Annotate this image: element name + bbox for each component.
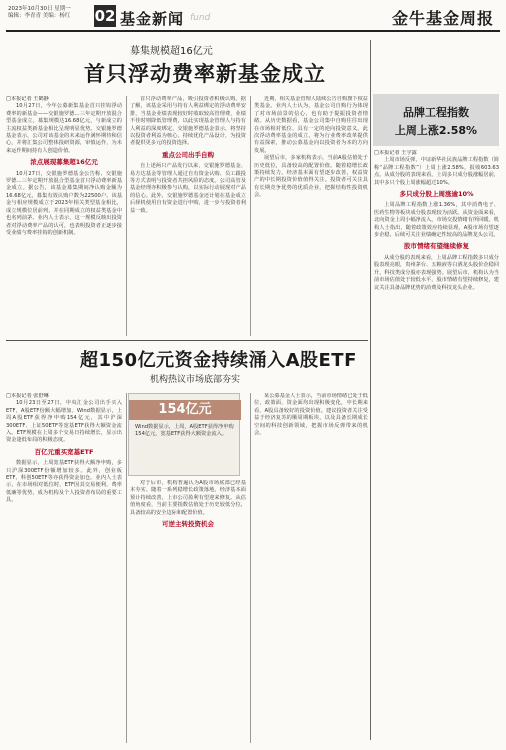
article2-subtitle: 机构热议市场底部夯实 xyxy=(150,375,241,385)
sidebar-byline: □本报记者 王宇露 xyxy=(374,150,417,156)
article2-byline: □本报记者 张舒琳 xyxy=(6,393,49,399)
header-date-editor xyxy=(8,6,71,20)
header-rule xyxy=(6,30,500,32)
header-date: 2023年10月30日 星期一 xyxy=(8,6,71,12)
section-title: 基金新闻 xyxy=(120,10,185,28)
column-divider xyxy=(126,393,127,743)
article1-col1b-text: 10月27日，交银施罗德基金公告称，交银施罗德…三年定期开放混合型基金首只浮动费率新基金成立。据公告，该基金募集期间净认购金额为16.68亿元，募集有效认购户数为22500户。该基金与相应规模成立于2023年相关类型基金相比，成立规模位居前列，并在同期成立的权益类基金中也名列前茅。业内人士表示，这一规模反映出投资者对浮动费率产品的认可，也表明投资者正逐步接受业绩与费率挂钩的创新机制。 xyxy=(6,170,122,236)
figure-text: Wind数据显示，上周，A股ETF获得净申购154亿元，宽基ETF获得大额资金流入。 xyxy=(135,424,234,438)
sidebar-subhead-2: 股市情绪有望继续修复 xyxy=(404,242,469,251)
article1-subtitle: 募集规模超16亿元 xyxy=(130,46,213,57)
article1-column-1 xyxy=(6,96,122,336)
sidebar-text-2: 上周品牌工程指数上涨1.36%，其中消费电子、医药生物等板块成分股表现较为活跃。从资金面来看，北向资金上周小幅净流入，市场交投情绪有所回暖。机构人士指出，随着政策效应持续显现，A股市场有望逐步企稳，后续可关注业绩确定性较高的品牌龙头公司。 xyxy=(374,202,499,239)
sidebar-text-3: 从成分股的表现来看，上周品牌工程指数多只成分股表现亮眼，贵州茅台、五粮液等白酒龙头股价企稳回升，科技类成分股亦表现强势。展望后市，机构认为当前市场估值处于较低水平，股市情绪有望持续修复，建议关注具备品牌优势的消费及科技龙头企业。 xyxy=(374,254,499,291)
article1-subhead-1: 浓点展现募集超16亿元 xyxy=(30,158,98,167)
article2-subhead-1: 百亿元重买宽基ETF xyxy=(34,447,94,456)
article2-column-2 xyxy=(130,480,246,743)
article2-column-1 xyxy=(6,393,122,743)
article1-title: 首只浮动费率新基金成立 xyxy=(84,62,326,86)
article1-subhead-2: 重点公司出手自购 xyxy=(162,150,214,159)
article1-col2b-text: 自上述两只产品发行以来，交银施罗德基金、易方达基金等管理人通过自有资金认购、员工跟投等方式表明与投资者共担风险的态度。公司高管及基金经理亦积极参与认购，以实际行动展现对产品的信心。此外，交银施罗德基金还计划在基金成立后择机使用自有资金进行申购，进一步与投资者利益一致。 xyxy=(130,163,246,214)
column-divider xyxy=(250,393,251,743)
paper-name: 金牛基金周报 xyxy=(391,9,494,28)
article1-column-3 xyxy=(254,96,368,336)
sidebar-text xyxy=(374,150,499,740)
figure-callout xyxy=(128,393,240,476)
article2-col3-text: 对于后市，机构普遍认为A股市场底部已经基本夯实。随着一系列稳增长政策落地，经济基本面预计持续改善，上市公司盈利有望迎来修复。从估值角度看，当前主要指数估值处于历史较低分位，具备较高的安全边际和配置价值。 xyxy=(130,480,246,516)
article1-col3b-text: 展望后市，多家机构表示，当前A股估值处于历史低位，具备较高的配置价值。随着稳增长政策持续发力，经济基本面有望逐步改善，权益资产的中长期投资价值值得关注。投资者可关注具有长期竞争优势的优质企业，把握结构性投资机会。 xyxy=(254,155,368,199)
sidebar-divider xyxy=(370,40,371,740)
article2-col4-text: 某公募基金人士表示，当前市场情绪已处于低位，政策面、资金面均出现积极变化，中长期来看，A股具备较好的投资价值。建议投资者关注受益于经济复苏的顺周期板块，以及具备长期成长空间的科技创新领域，把握市场反弹带来的机会。 xyxy=(254,393,368,437)
article1-byline: □本报记者 王鹤静 xyxy=(6,96,49,102)
page-header xyxy=(6,4,500,30)
header-editor: 编辑：李青青 美编：杨红 xyxy=(8,13,71,19)
column-divider xyxy=(250,96,251,336)
article-separator xyxy=(6,340,368,341)
article1-col1-text: 10月27日，今年公募新集基金首只挂钩浮动费率的新基金——交银施罗德…三年定期开放混合型基金成立，募集规模达16.68亿元，与新成立的主流权益类新基金相比呈现明显优势。交银施罗德基金表示，公司对该基金的未来运作满怀期待和信心，并将汇集公司整体投研资源，审慎运作，为未来运作期间持有人创造价值。 xyxy=(6,103,122,154)
article2-column-3 xyxy=(254,393,368,743)
sidebar-title-box xyxy=(373,94,499,146)
article2-subhead-2: 可逆主转投资机会 xyxy=(162,520,214,529)
article2-col1b-text: 数据显示，上周宽基ETF获得大额净申购，多只沪深300ETF份额增加较多。此外，创业板ETF、科创50ETF等亦获得资金加仓。业内人士表示，在市场相对低位时，ETF因其交易便利、费率低廉等优势，成为机构及个人投资者布局的重要工具。 xyxy=(6,460,122,504)
article2-title: 超150亿元资金持续涌入A股ETF xyxy=(80,350,357,371)
article1-col3-text: 近期，相关基金管理人陆续公告自购旗下权益类基金。业内人士认为，基金公司自购行为体现了对市场前景的信心，也有助于提振投资者情绪。从历史数据看，基金公司集中自购往往出现在市场相对低位，具有一定的逆向投资意义。此次浮动费率基金的成立，将为行业费率改革提供有益探索，推动公募基金向以投资者为本的方向发展。 xyxy=(254,96,368,154)
page-number: 02 xyxy=(94,7,116,25)
column-divider xyxy=(126,96,127,336)
sidebar-subhead-1: 多只成分股上周涨逾10% xyxy=(399,190,474,199)
sidebar-title-line2: 上周上涨2.58% xyxy=(394,124,478,137)
figure-amount: 154亿元 xyxy=(129,400,241,420)
article2-col1-text: 10月23日至27日，中央汇金公司出手买入ETF，A股ETF份额大幅增加。Wind数据显示，上周A股ETF获得净申购154亿元，其中沪深300ETF、上证50ETF等宽基ETF获得大额资金流入。ETF规模在上周多个交易日持续增长，显示出资金逢低布局的积极态度。 xyxy=(6,400,122,444)
article1-col2-text: 首只浮动费率产品，吸引投资者积极认购。据了解，该基金采用与持有人利益绑定的浮动费率安排，当基金业绩表现较好时收取较高管理费，业绩不佳时则降低管理费，以此实现基金管理人与持有人利益的深度绑定。交银施罗德基金表示，将坚持以投资者利益为核心，持续优化产品设计，为投资者提供更多元的投资选择。 xyxy=(130,96,246,147)
sidebar-title-line1: 品牌工程指数 xyxy=(403,106,469,119)
sidebar-text-1: 上周市场反弹，中证新华社民族品牌工程指数（简称“品牌工程指数”）上周上涨2.58%，报收603.63点。从成分股的表现来看，上周多只成分股涨幅居前，其中多只个股上周涨幅超过10%。 xyxy=(374,157,499,186)
section-english: fund xyxy=(190,13,211,23)
article1-column-2 xyxy=(130,96,246,336)
